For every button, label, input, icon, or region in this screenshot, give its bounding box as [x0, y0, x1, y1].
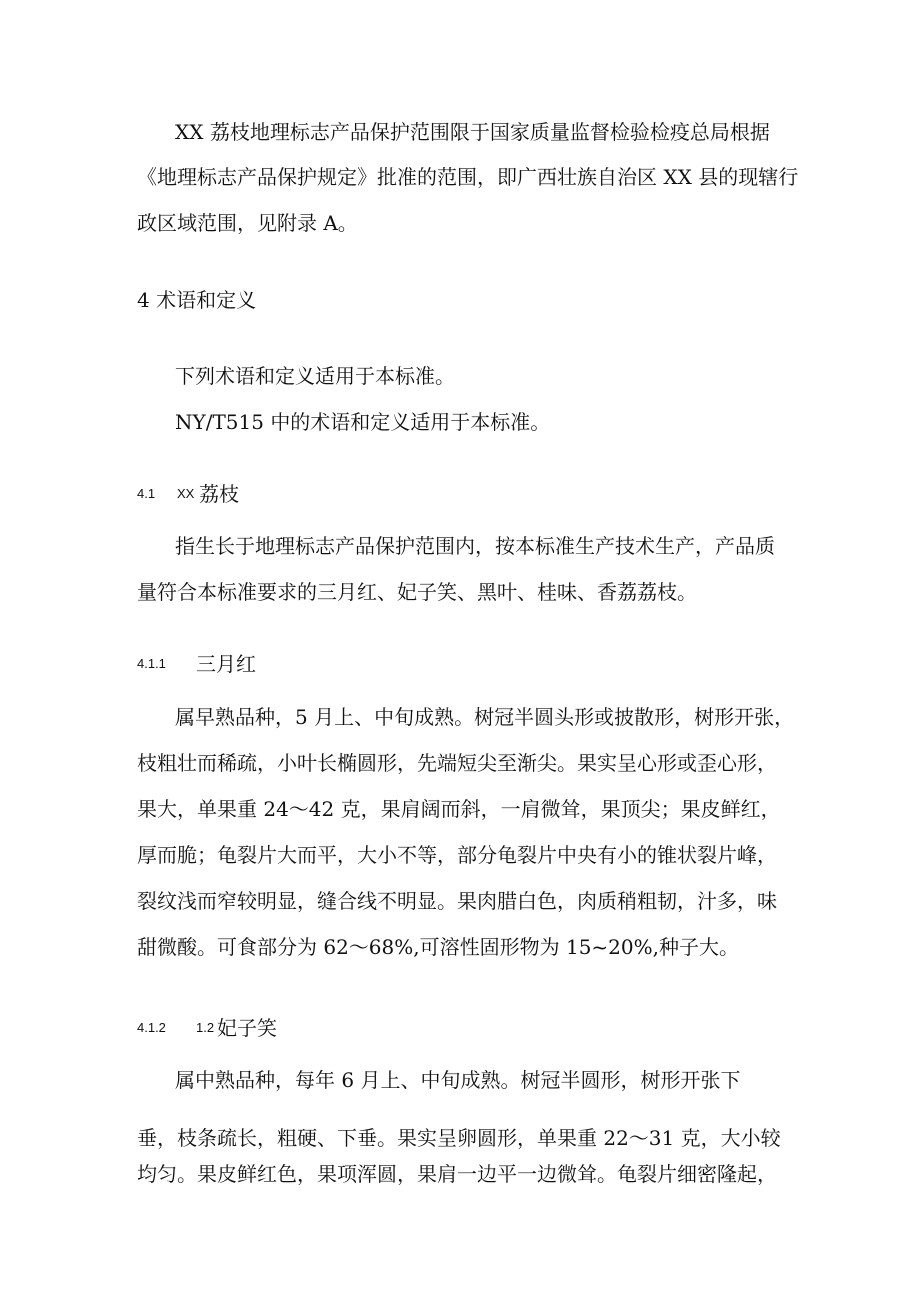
- paragraph-line: XX 荔枝地理标志产品保护范围限于国家质量监督检验检疫总局根据: [175, 120, 770, 144]
- subsection-heading: [0, 480, 920, 508]
- paragraph-line: 《地理标志产品保护规定》批准的范围，即广西壮族自治区 XX 县的现辖行: [137, 165, 799, 189]
- paragraph-line: 下列术语和定义适用于本标准。: [175, 364, 455, 388]
- subsection-heading: [0, 1014, 920, 1042]
- paragraph-line: 甜微酸。可食部分为 62～68%,可溶性固形物为 15~20%,种子大。: [137, 935, 739, 959]
- subsection-title: 荔枝: [199, 482, 239, 506]
- subsection-prefix: XX: [177, 486, 195, 501]
- paragraph-line: 属早熟品种，5 月上、中旬成熟。树冠半圆头形或披散形，树形开张，: [175, 705, 795, 729]
- paragraph-line: 果大，单果重 24～42 克，果肩阔而斜，一肩微耸，果顶尖；果皮鲜红，: [137, 797, 781, 821]
- subsection-title: 三月红: [196, 652, 256, 676]
- subsection-title: 妃子笑: [217, 1016, 277, 1040]
- subsection-number: 4.1.1: [137, 656, 166, 671]
- paragraph-line: 属中熟品种，每年 6 月上、中旬成熟。树冠半圆形，树形开张下: [175, 1068, 741, 1092]
- paragraph-line: 垂，枝条疏长，粗硬、下垂。果实呈卵圆形，单果重 22～31 克，大小较: [137, 1126, 781, 1150]
- paragraph-line: 指生长于地理标志产品保护范围内，按本标准生产技术生产，产品质: [175, 534, 775, 558]
- subsection-prefix: 1.2: [196, 1020, 215, 1035]
- paragraph-line: 枝粗壮而稀疏，小叶长椭圆形，先端短尖至渐尖。果实呈心形或歪心形，: [137, 751, 777, 775]
- subsection-heading: [0, 650, 920, 678]
- paragraph-line: 量符合本标准要求的三月红、妃子笑、黑叶、桂味、香荔荔枝。: [137, 580, 697, 604]
- paragraph-line: 裂纹浅而窄较明显，缝合线不明显。果肉腊白色，肉质稍粗韧，汁多，味: [137, 889, 777, 913]
- subsection-number: 4.1.2: [137, 1020, 166, 1035]
- paragraph-line: 政区域范围，见附录 A。: [137, 211, 358, 235]
- section-heading: 4 术语和定义: [137, 288, 257, 312]
- paragraph-line: NY/T515 中的术语和定义适用于本标准。: [175, 410, 551, 434]
- paragraph-line: 均匀。果皮鲜红色，果项浑圆，果肩一边平一边微耸。龟裂片细密隆起，: [137, 1162, 777, 1186]
- subsection-number: 4.1: [137, 486, 156, 501]
- paragraph-line: 厚而脆；龟裂片大而平，大小不等，部分龟裂片中央有小的锥状裂片峰，: [137, 843, 777, 867]
